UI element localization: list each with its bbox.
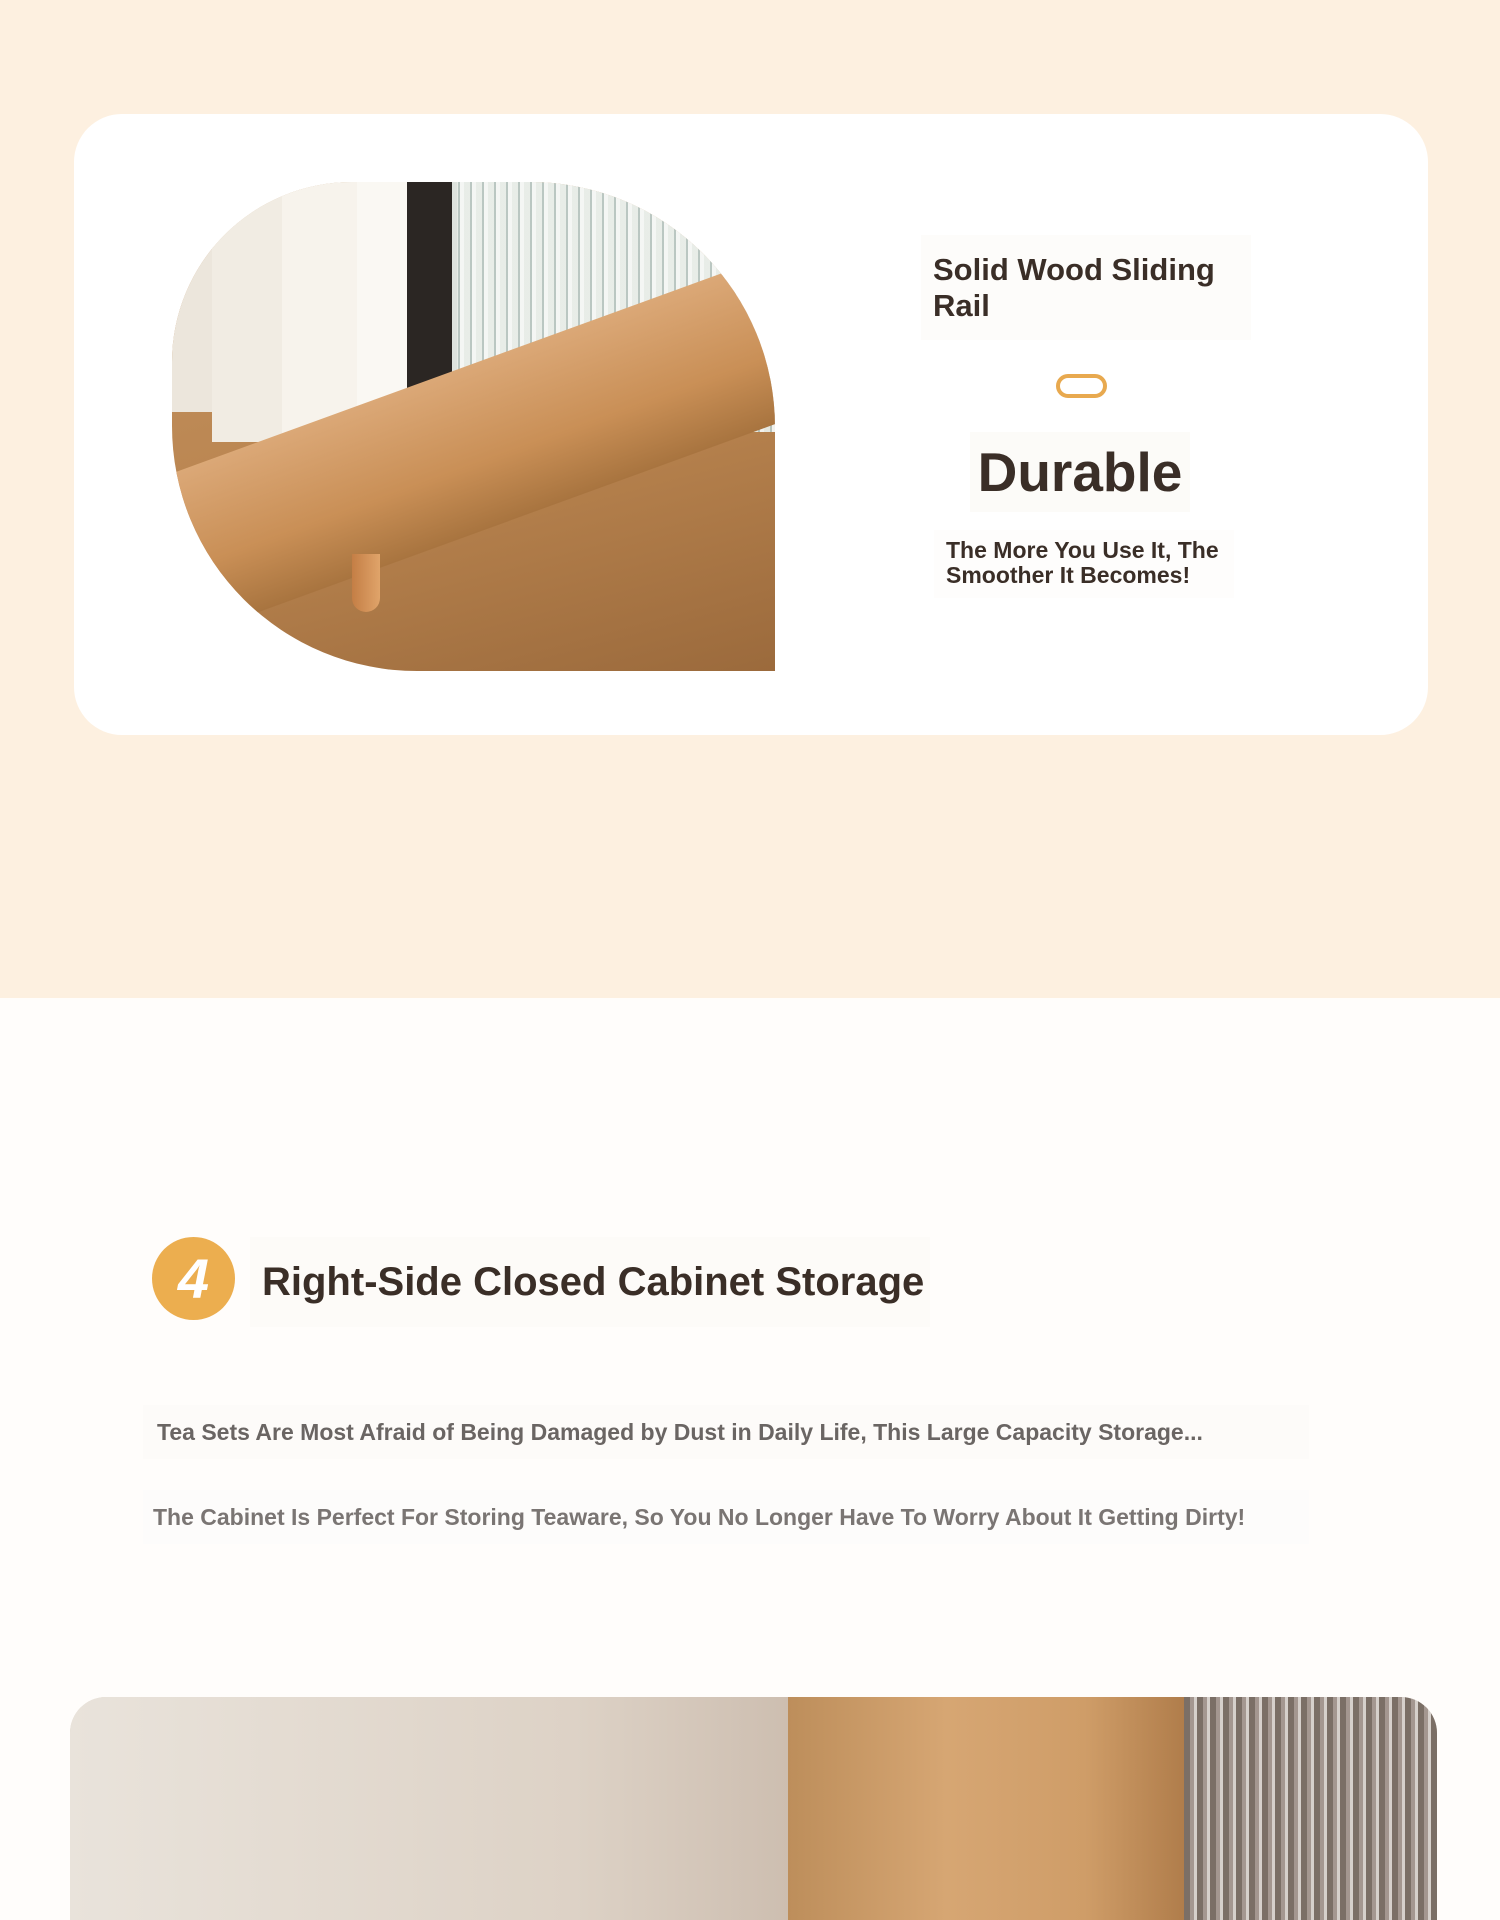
section-description-1: Tea Sets Are Most Afraid of Being Damaged by Dust in Daily Life, This Large Capacity Storage... [143, 1405, 1309, 1459]
section-description-2: The Cabinet Is Perfect For Storing Teaware, So You No Longer Have To Worry About It Getting Dirty! [143, 1490, 1309, 1544]
pill-divider-icon [1056, 374, 1107, 398]
rail-label: Solid Wood Sliding Rail [921, 235, 1251, 340]
section-number-badge: 4 [152, 1237, 235, 1320]
cabinet-wood-side [788, 1697, 1184, 1920]
durable-tagline: The More You Use It, The Smoother It Becomes! [934, 530, 1234, 598]
section-title: Right-Side Closed Cabinet Storage [250, 1237, 930, 1327]
cabinet-wall [70, 1697, 790, 1920]
photo-leg [352, 554, 380, 612]
photo-book [212, 182, 282, 442]
durable-headline: Durable [970, 432, 1190, 512]
sliding-rail-photo [172, 182, 775, 671]
cabinet-photo [70, 1697, 1437, 1920]
photo-book [282, 182, 357, 442]
cabinet-fluted-glass [1184, 1697, 1437, 1920]
